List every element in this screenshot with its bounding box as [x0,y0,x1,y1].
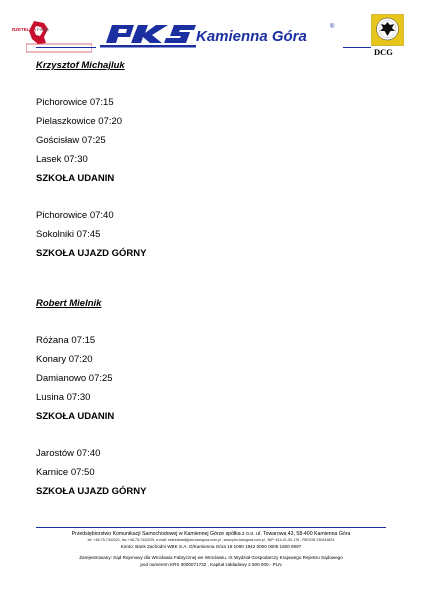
driver-name: Robert Mielnik [36,298,102,309]
footer-contact: tel. +48-75-7442021, fax +48-75-7442025, e-mail: sekretariat@pks-kamgora.com.pl , www.pks-kamgora.com.pl , NIP: 614-01-00-176 , REGON 230443824 [87,538,335,542]
footer-bank: Konto: Bank Zachodni WBK S.A. O/Kamienna Góra 16 1090 1942 0000 0005 1800 9097 [120,543,302,549]
list-item: Damianowo 07:25 [36,373,113,384]
list-item: Gościsław 07:25 [36,135,106,146]
list-item: Pichorowice 07:15 [36,97,114,108]
timetable [36,59,396,501]
badge-text: RZETELNA [12,27,36,32]
driver-name: Krzysztof Michajluk [36,60,125,71]
school-destination: SZKOŁA UJAZD GÓRNY [36,486,147,497]
school-destination: SZKOŁA UJAZD GÓRNY [36,248,147,259]
list-item: Karnice 07:50 [36,467,95,478]
list-item: Pielaszkowice 07:20 [36,116,123,127]
pks-logo-icon [100,23,196,49]
dcg-crest-icon [371,14,404,46]
letterhead [0,0,424,62]
list-item: Lasek 07:30 [36,154,88,165]
list-item: Różana 07:15 [36,335,96,346]
badge-firma: Firma [37,27,49,32]
company-footer [36,527,386,568]
school-destination: SZKOŁA UDANIN [36,173,115,184]
footer-registry-krs: pod numerem KRS 0000071732 , Kapitał zakładowy 2 500 000,- PLN [140,561,282,567]
list-item: Lusina 07:30 [36,392,91,403]
list-item: Jarostów 07:40 [36,448,101,459]
list-item: Sokolniki 07:45 [36,229,101,240]
list-item: Konary 07:20 [36,354,93,365]
school-destination: SZKOŁA UDANIN [36,411,115,422]
registered-mark: ® [330,24,335,30]
logo-city: Kamienna Góra [196,28,307,45]
footer-company: Przedsiębiorstwo Komunikacji Samochodowej w Kamiennej Górze spółka z o.o. ul. Towarowa 43, 58-400 Kamienna Góra [71,531,351,537]
footer-rule [36,527,386,528]
header-rule-left [36,47,96,48]
list-item: Pichorowice 07:40 [36,210,114,221]
footer-registry: Zarejestrowany: Sąd Rejonowy dla Wrocławia Fabrycznej we Wrocławiu, IX Wydział Gospodarczy Krajowego Rejestru Sądowego [79,555,343,560]
header-rule-right [343,47,371,48]
crest-label: DCG [374,47,393,57]
